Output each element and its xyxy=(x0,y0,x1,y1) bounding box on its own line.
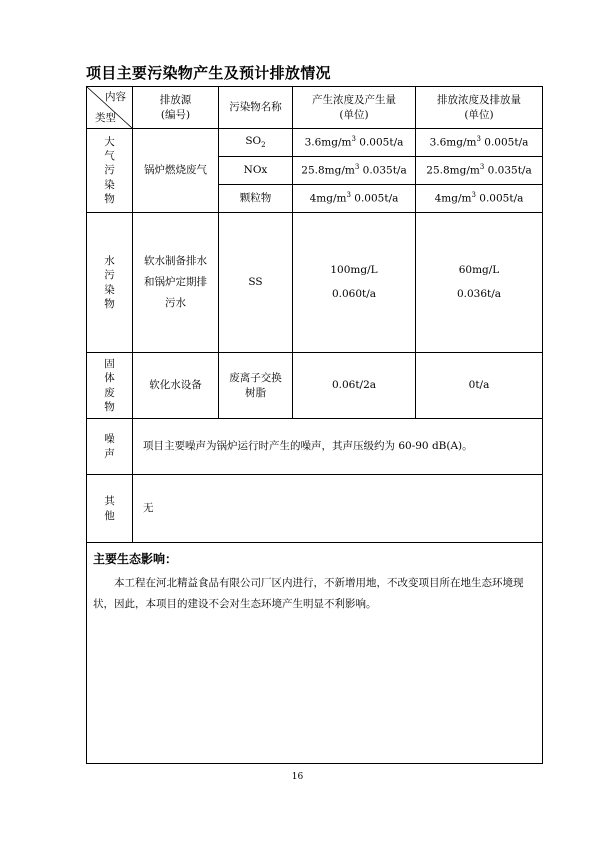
water-source-cell: 软水制备排水 和锅炉定期排 污水 xyxy=(133,213,219,353)
air-row-so2 xyxy=(87,129,543,157)
water-row xyxy=(87,213,543,353)
air-gen-value: $3.6mg/m^3$ 0.005t/a xyxy=(293,129,416,157)
eco-body: 本工程在河北精益食品有限公司厂区内进行，不新增用地，不改变项目所在地生态环境现状，因此，本项目的建设不会对生态环境产生明显不利影响。 xyxy=(93,577,524,611)
other-row xyxy=(87,475,543,543)
air-source-cell: 锅炉燃烧废气 xyxy=(133,129,219,213)
solid-gen-value: 0.06t/2a xyxy=(293,353,416,419)
water-gen-value: 100mg/L 0.060t/a xyxy=(293,213,416,353)
noise-row xyxy=(87,419,543,475)
solid-type-cell: 固 体 废 物 xyxy=(87,353,133,419)
air-emit-value: $25.8mg/m^3$ 0.035t/a xyxy=(416,157,543,185)
header-row xyxy=(87,87,543,129)
noise-type-cell: 噪 声 xyxy=(87,419,133,475)
air-emit-value: $3.6mg/m^3$ 0.005t/a xyxy=(416,129,543,157)
corner-bottom-label: 类型 xyxy=(95,111,116,124)
solid-pollutant-name: 废离子交换 树脂 xyxy=(219,353,293,419)
page-number: 16 xyxy=(291,772,304,782)
header-pollutant: 污染物名称 xyxy=(219,87,293,129)
air-pollutant-name: 颗粒物 xyxy=(219,185,293,213)
eco-cell xyxy=(87,543,543,764)
header-corner-cell xyxy=(87,87,133,129)
header-emission: 排放浓度及排放量 (单位) xyxy=(416,87,543,129)
solid-source-cell: 软化水设备 xyxy=(133,353,219,419)
other-type-cell: 其 他 xyxy=(87,475,133,543)
solid-row xyxy=(87,353,543,419)
corner-top-label: 内容 xyxy=(105,91,126,103)
air-gen-value: $25.8mg/m^3$ 0.035t/a xyxy=(293,157,416,185)
water-emit-value: 60mg/L 0.036t/a xyxy=(416,213,543,353)
solid-emit-value: 0t/a xyxy=(416,353,543,419)
header-generation: 产生浓度及产生量 (单位) xyxy=(293,87,416,129)
water-pollutant-name: SS xyxy=(219,213,293,353)
water-type-cell: 水 污 染 物 xyxy=(87,213,133,353)
air-emit-value: $4mg/m^3$ 0.005t/a xyxy=(416,185,543,213)
air-pollutant-name: $SO_2$ xyxy=(219,129,293,157)
noise-text: 项目主要噪声为锅炉运行时产生的噪声，其声压级约为 60-90 dB(A)。 xyxy=(133,419,543,475)
header-source: 排放源 (编号) xyxy=(133,87,219,129)
page-title: 项目主要污染物产生及预计排放情况 xyxy=(86,64,331,82)
air-pollutant-name: NOx xyxy=(219,157,293,185)
air-gen-value: $4mg/m^3$ 0.005t/a xyxy=(293,185,416,213)
air-type-cell: 大 气 污 染 物 xyxy=(87,129,133,213)
eco-title: 主要生态影响： xyxy=(93,552,178,566)
eco-row xyxy=(87,543,543,764)
pollutant-table xyxy=(86,86,543,764)
other-text: 无 xyxy=(133,475,543,543)
